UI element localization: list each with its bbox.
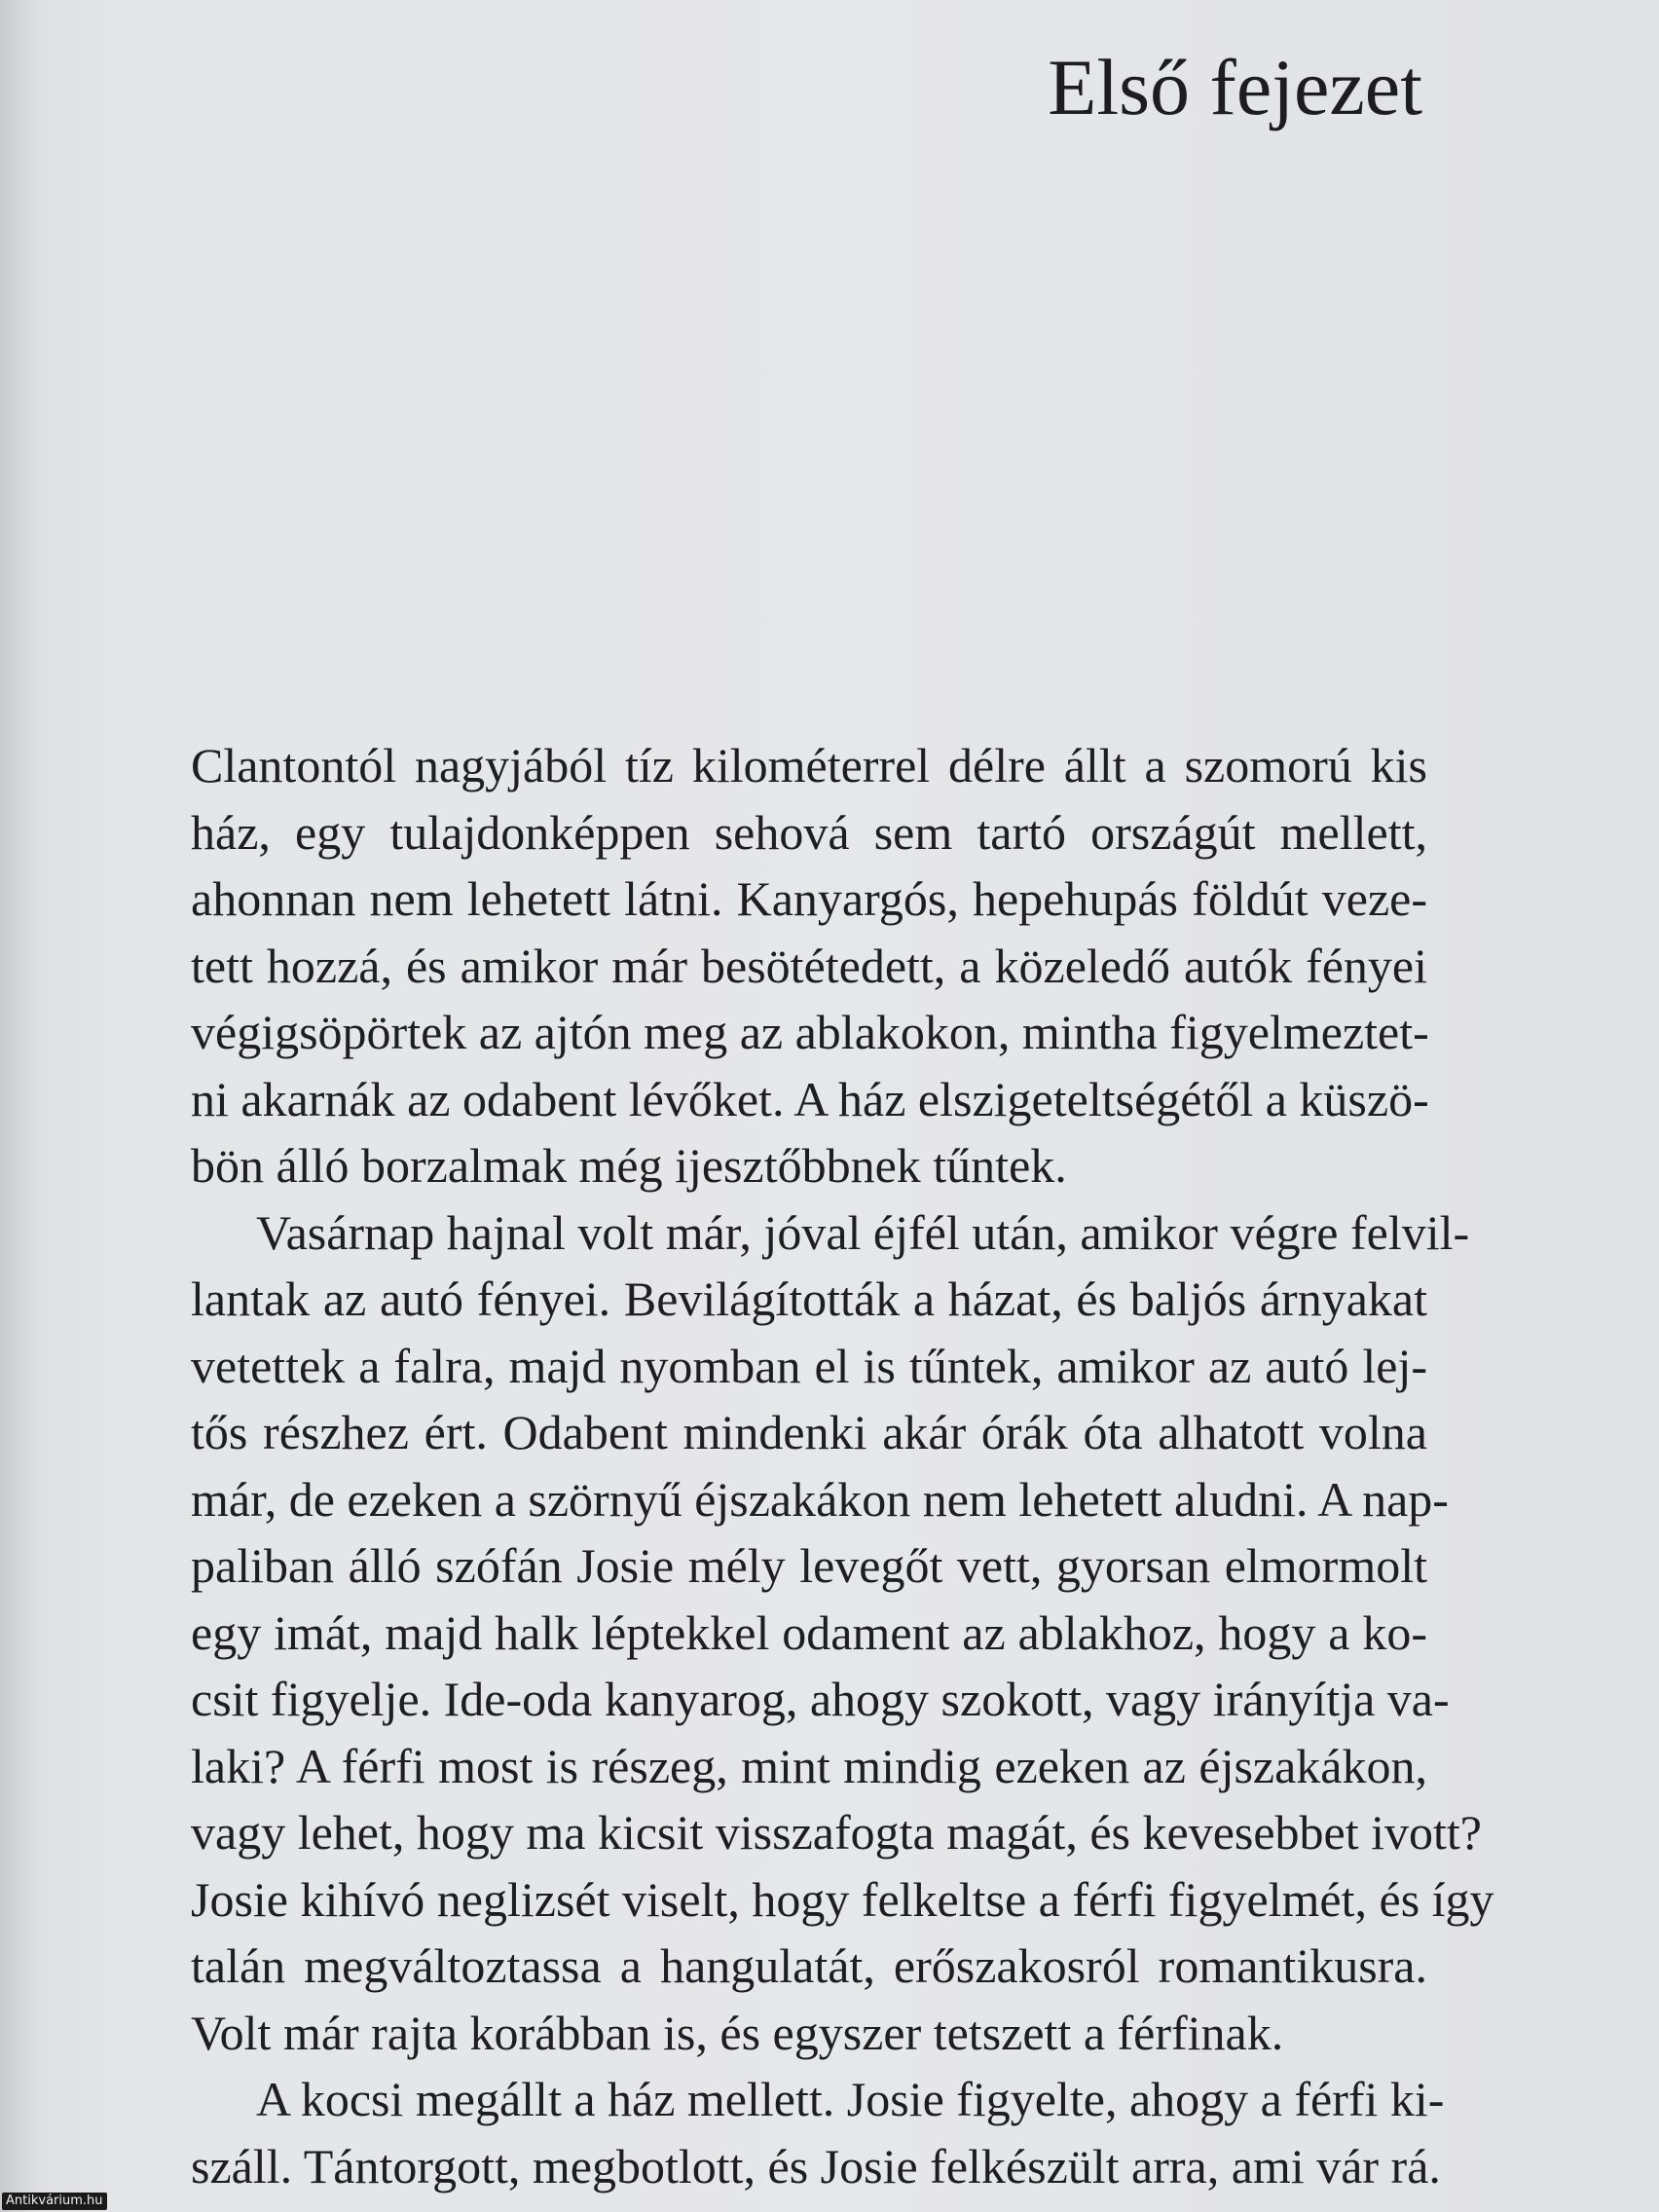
text-line: csit figyelje. Ide-oda kanyarog, ahogy szokott, vagy irányítja va- [191,1672,1450,1726]
text-line: egy imát, majd halk léptekkel odament az ablakhoz, hogy a ko- [191,1604,1427,1660]
chapter-title: Első fejezet [1048,43,1422,131]
text-line: végigsöpörtek az ajtón meg az ablakokon, mintha figyelmeztet- [191,1005,1429,1059]
text-line: ház, egy tulajdonképpen sehová sem tartó országút mellett, [191,804,1427,860]
text-line: már, de ezeken a szörnyű éjszakákon nem lehetett aludni. A nap- [191,1471,1449,1527]
text-line: Josie kihívó neglizsét viselt, hogy felkeltse a férfi figyelmét, és így [191,1871,1494,1927]
text-line: tett hozzá, és amikor már besötétedett, a közeledő autók fényei [191,938,1427,993]
body-text [191,732,1494,2199]
text-line: lantak az autó fényei. Bevilágították a házat, és baljós árnyakat [191,1272,1427,1326]
text-line: talán megváltoztassa a hangulatát, erőszakosról romantikusra. [191,1938,1427,1993]
text-line: vetettek a falra, majd nyomban el is tűntek, amikor az autó lej- [191,1338,1427,1393]
text-line: Vasárnap hajnal volt már, jóval éjfél után, amikor végre felvil- [256,1204,1470,1260]
text-line: száll. Tántorgott, megbotlott, és Josie felkészült arra, ami vár rá. [191,2138,1441,2194]
text-line: ahonnan nem lehetett látni. Kanyargós, hepehupás földút veze- [191,871,1427,926]
text-line: tős részhez ért. Odabent mindenki akár órák óta alhatott volna [191,1405,1427,1459]
text-line: laki? A férfi most is részeg, mint mindig ezeken az éjszakákon, [191,1738,1427,1793]
text-line: bön álló borzalmak még ijesztőbbnek tűntek. [191,1138,1067,1193]
text-line: vagy lehet, hogy ma kicsit visszafogta magát, és kevesebbet ivott? [191,1805,1483,1860]
text-line: paliban álló szófán Josie mély levegőt vett, gyorsan elmormolt [191,1538,1427,1593]
text-line: Clantontól nagyjából tíz kilométerrel délre állt a szomorú kis [191,738,1427,793]
text-line: Volt már rajta korábban is, és egyszer tetszett a férfinak. [191,2005,1284,2060]
text-line: A kocsi megállt a ház mellett. Josie figyelte, ahogy a férfi ki- [256,2072,1445,2126]
watermark-label: Antikvárium.hu [2,2193,107,2210]
text-line: ni akarnák az odabent lévőket. A ház elszigeteltségétől a küszö- [191,1071,1429,1126]
